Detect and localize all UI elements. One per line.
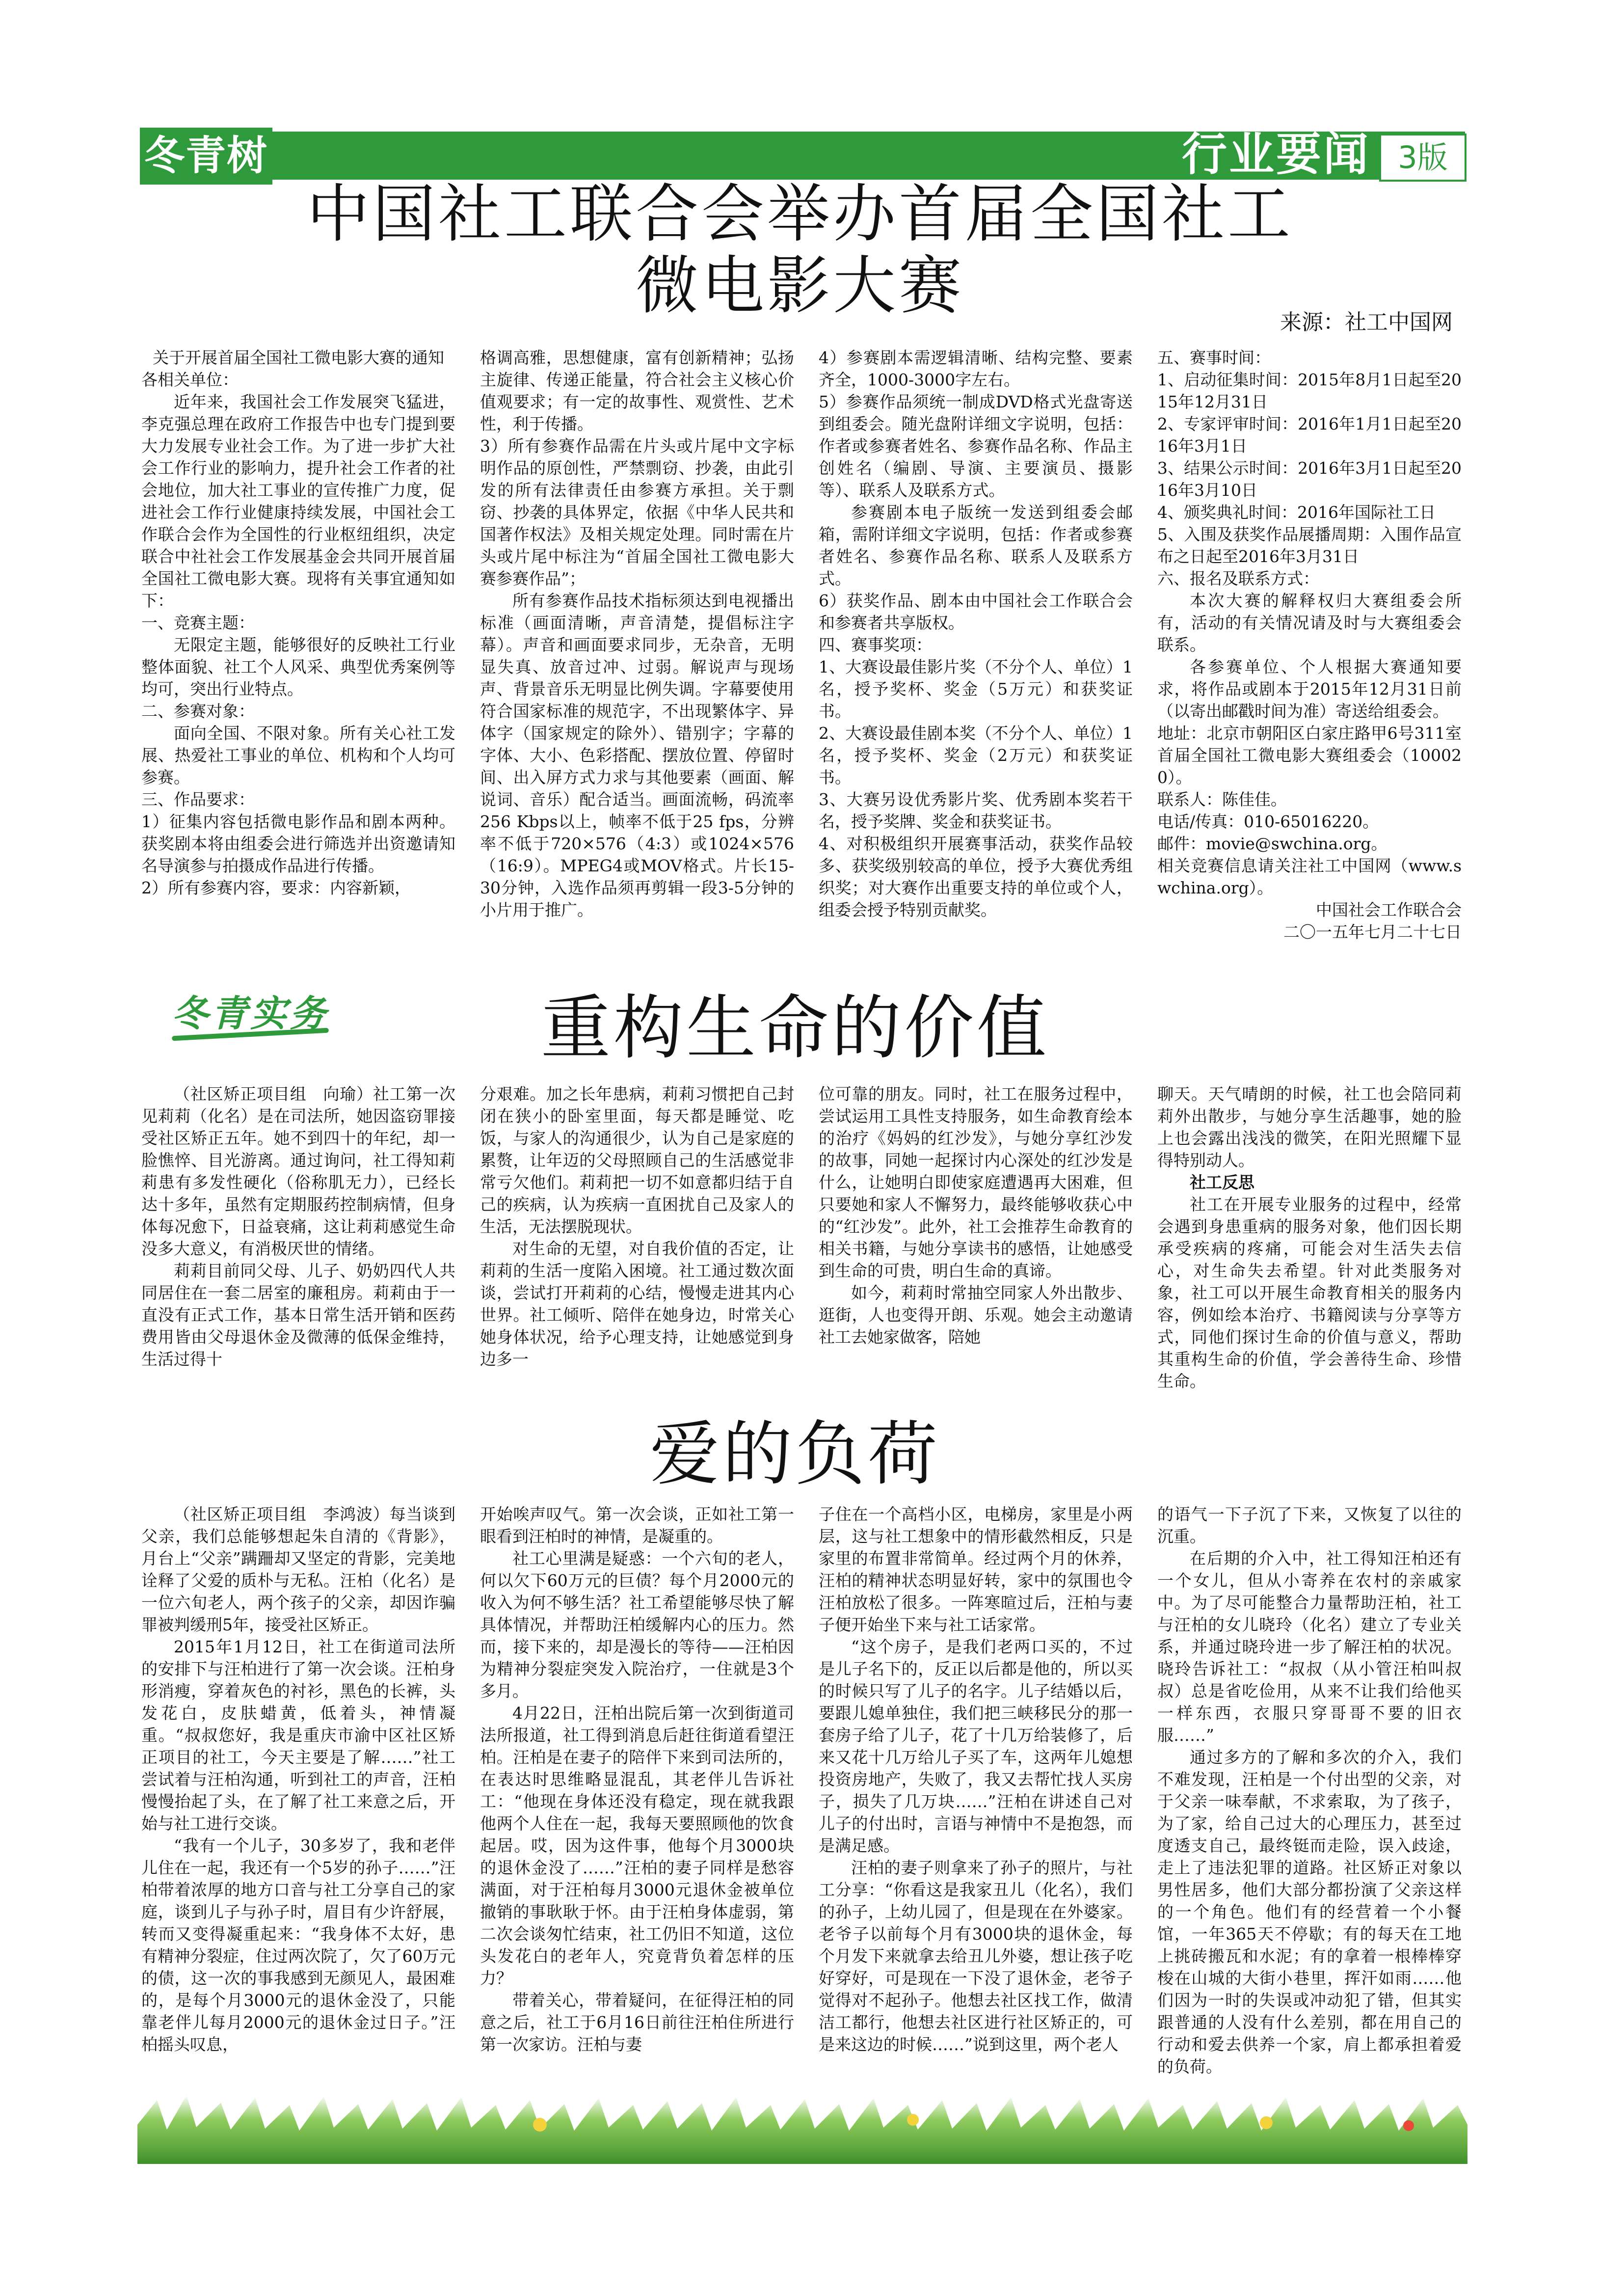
paragraph: 汪柏的妻子则拿来了孙子的照片，与社工分享：“你看这是我家丑儿（化名），我们的孙子，上幼儿园了，但是现在在外婆家。老爷子以前每个月有3000块的退休金，每个月发下来就拿去给丑儿外婆，想让孩子吃好穿好，可是现在一下没了退休金，老爷子觉得对不起孙子。他想去社区找工作，做清洁工都行，他想去社区进行社区矫正的，可是来这边的时候……”说到这里，两个老人 xyxy=(819,1858,1133,2054)
paragraph: 开始唉声叹气。第一次会谈，正如社工第一眼看到汪柏时的神情，是凝重的。 xyxy=(480,1505,794,1546)
paragraph: 带着关心，带着疑问，在征得汪柏的同意之后，社工于6月16日前往汪柏住所进行第一次家访。汪柏与妻 xyxy=(480,1991,794,2054)
paragraph: 4、对积极组织开展赛事活动，获奖作品较多、获奖级别较高的单位，授予大赛优秀组织奖；对大赛作出重要支持的单位或个人，组委会授予特别贡献奖。 xyxy=(819,834,1133,919)
paragraph: 4月22日，汪柏出院后第一次到街道司法所报道，社工得到消息后赶往街道看望汪柏。汪柏是在妻子的陪伴下来到司法所的，在表达时思维略显混乱，其老伴儿告诉社工：“他现在身体还没有稳定，现在就我跟他两个人住在一起，我每天要照顾他的饮食起居。哎，因为这件事，他每个月3000块的退休金没了……”汪柏的妻子同样是愁容满面，对于汪柏每月3000元退休金被单位撤销的事耿耿于怀。由于汪柏身体虚弱，第二次会谈匆忙结束，社工仍旧不知道，这位头发花白的老年人，究竟背负着怎样的压力？ xyxy=(480,1703,794,1988)
article2-column-1 xyxy=(141,1083,455,1370)
article1-title-line2: 微电影大赛 xyxy=(635,249,964,323)
paragraph: 3）所有参赛作品需在片头或片尾中文字标明作品的原创性，严禁剽窃、抄袭，由此引发的所有法律责任由参赛方承担。关于剽窃、抄袭的具体界定，依据《中华人民共和国著作权法》及相关规定处理。同时需在片头或片尾中标注为“首届全国社工微电影大赛参赛作品”； xyxy=(480,436,794,588)
paragraph: 各参赛单位、个人根据大赛通知要求，将作品或剧本于2015年12月31日前（以寄出邮戳时间为准）寄送给组委会。 xyxy=(1157,657,1462,721)
section-heading: 三、作品要求： xyxy=(141,790,255,809)
article3-column-2 xyxy=(480,1503,794,2055)
paragraph: 6）获奖作品、剧本由中国社会工作联合会和参赛者共享版权。 xyxy=(819,591,1133,632)
paragraph: 对生命的无望，对自我价值的否定，让莉莉的生活一度陷入困境。社工通过数次面谈，尝试打开莉莉的心结，慢慢走进其内心世界。社工倾听、陪伴在她身边，时常关心她身体状况，给予心理支持，让她感觉到身边多一 xyxy=(480,1239,794,1369)
notice-title: 关于开展首届全国社工微电影大赛的通知 xyxy=(153,348,444,367)
paragraph: 所有参赛作品技术指标须达到电视播出标准（画面清晰，声音清楚，提倡标注字幕）。声音和画面要求同步，无杂音，无明显失真、放音过冲、过弱。解说声与现场声、背景音乐无明显比例失调。字幕要使用符合国家标准的规范字，不出现繁体字、异体字（国家规定的除外）、错别字；字幕的字体、大小、色彩搭配、摆放位置、停留时间、出入屏方式力求与其他要素（画面、解说词、音乐）配合适当。画面流畅，码流率256 Kbps以上，帧率不低于25 fps，分辨率不低于720×576（4:3）或1024×576（16:9）。MPEG4或MOV格式。片长15-30分钟，入选作品须再剪辑一段3-5分钟的小片用于推广。 xyxy=(480,591,794,919)
paragraph: 1、大赛设最佳影片奖（不分个人、单位）1名，授予奖杯、奖金（5万元）和获奖证书。 xyxy=(819,657,1133,721)
paragraph: 莉莉目前同父母、儿子、奶奶四代人共同居住在一套二居室的廉租房。莉莉由于一直没有正式工作，基本日常生活开销和医药费用皆由父母退休金及微薄的低保金维持，生活过得十 xyxy=(141,1261,455,1369)
signature-org: 中国社会工作联合会 xyxy=(1316,900,1462,919)
paragraph: 聊天。天气晴朗的时候，社工也会陪同莉莉外出散步，与她分享生活趣事，她的脸上也会露出浅浅的微笑，在阳光照耀下显得特别动人。 xyxy=(1157,1084,1462,1170)
paragraph: 位可靠的朋友。同时，社工在服务过程中，尝试运用工具性支持服务，如生命教育绘本的治疗《妈妈的红沙发》，与她分享红沙发的故事，同她一起探讨内心深处的红沙发是什么，让她明白即使家庭遭遇再大困难，但只要她和家人不懈努力，最终能够收获心中的“红沙发”。此外，社工会推荐生命教育的相关书籍，与她分享读书的感悟，让她感受到生命的可贵，明白生命的真谛。 xyxy=(819,1084,1133,1280)
paragraph: 2、大赛设最佳剧本奖（不分个人、单位）1名，授予奖杯、奖金（2万元）和获奖证书。 xyxy=(819,724,1133,787)
newspaper-logo: 冬青树 xyxy=(140,128,272,185)
paragraph: 面向全国、不限对象。所有关心社工发展、热爱社工事业的单位、机构和个人均可参赛。 xyxy=(141,724,455,787)
article3-column-3 xyxy=(819,1503,1133,2055)
article1-column-1 xyxy=(141,347,455,899)
article1-title-line1: 中国社工联合会举办首届全国社工 xyxy=(306,178,1293,251)
paragraph: 子住在一个高档小区，电梯房，家里是小两层，这与社工想象中的情形截然相反，只是家里的布置非常简单。经过两个月的休养，汪柏的精神状态明显好转，家中的氛围也令汪柏放松了很多。一阵寒暄过后，汪柏与妻子便开始坐下来与社工话家常。 xyxy=(819,1505,1133,1634)
article2-title: 重构生命的价值 xyxy=(541,988,1049,1069)
paragraph: 2）所有参赛内容，要求：内容新颖， xyxy=(141,878,411,897)
paragraph: 在后期的介入中，社工得知汪柏还有一个女儿，但从小寄养在农村的亲戚家中。为了尽可能整合力量帮助汪柏，社工与汪柏的女儿晓玲（化名）建立了专业关系，并通过晓玲进一步了解汪柏的状况。晓玲告诉社工：“叔叔（从小管汪柏叫叔叔）总是省吃俭用，从来不让我们给他买一样东西，衣服只穿哥哥不要的旧衣服……” xyxy=(1157,1549,1462,1745)
section-heading: 一、竞赛主题： xyxy=(141,613,255,632)
article3-title: 爱的负荷 xyxy=(650,1414,940,1495)
article2-column-2 xyxy=(480,1083,794,1370)
column-logo-text: 冬青实务 xyxy=(172,993,329,1035)
article3-column-1 xyxy=(141,1503,455,2055)
paragraph: 通过多方的了解和多次的介入，我们不难发现，汪柏是一个付出型的父亲，对于父亲一味奉献，不求索取，为了孩子，为了家，给自己过大的心理压力，甚至过度透支自己，最终铤而走险，误入歧途，走上了违法犯罪的道路。社区矫正对象以男性居多，他们大部分都扮演了父亲这样的一个角色。他们有的经营着一个小餐馆，一年365天不停歇；有的每天在工地上挑砖搬瓦和水泥；有的拿着一根棒棒穿梭在山城的大街小巷里，挥汗如雨……他们因为一时的失误或冲动犯了错，但其实跟普通的人没有什么差别，都在用自己的行动和爱去供养一个家，肩上都承担着爱的负荷。 xyxy=(1157,1748,1462,2076)
paragraph: 近年来，我国社会工作发展突飞猛进，李克强总理在政府工作报告中也专门提到要大力发展专业社会工作。为了进一步扩大社会工作行业的影响力，提升社会工作者的社会地位，加大社工事业的宣传推广力度，促进社会工作行业健康持续发展，中国社会工作联合会作为全国性的行业枢纽组织，决定联合中社社会工作发展基金会共同开展首届全国社工微电影大赛。现将有关事宜通知如下： xyxy=(141,392,455,610)
paragraph: “这个房子，是我们老两口买的，不过是儿子名下的，反正以后都是他的，所以买的时候只写了儿子的名字。儿子结婚以后，要跟儿媳单独住，我们把三峡移民分的那一套房子给了儿子，花了十几万给装修了，后来又花十几万给儿子买了车，这两年儿媳想投资房地产，失败了，我又去帮忙找人买房子，损失了几万块……”汪柏在讲述自己对儿子的付出时，言语与神情中不是抱怨，而是满足感。 xyxy=(819,1637,1133,1855)
paragraph: （社区矫正项目组 李鸿波）每当谈到父亲，我们总能够想起朱自清的《背影》，月台上“父亲”蹒跚却又坚定的背影，完美地诠释了父爱的质朴与无私。汪柏（化名）是一位六旬老人，两个孩子的父亲，却因诈骗罪被判缓刑5年，接受社区矫正。 xyxy=(141,1505,455,1634)
phone-fax: 电话/传真：010-65016220。 xyxy=(1157,812,1379,831)
paragraph: 2015年1月12日，社工在街道司法所的安排下与汪柏进行了第一次会谈。汪柏身形消瘦，穿着灰色的衬衫，黑色的长裤，头发花白，皮肤蜡黄，低着头，神情凝重。“叔叔您好，我是重庆市渝中区社区矫正项目的社工，今天主要是了解……”社工尝试着与汪柏沟通，听到社工的声音，汪柏慢慢抬起了头，在了解了社工来意之后，开始与社工进行交谈。 xyxy=(141,1637,455,1833)
section-heading: 五、赛事时间： xyxy=(1157,348,1271,367)
paragraph: 5、入围及获奖作品展播周期：入围作品宣布之日起至2016年3月31日 xyxy=(1157,525,1462,566)
article1-source: 来源：社工中国网 xyxy=(1280,310,1453,335)
paragraph: （社区矫正项目组 向瑜）社工第一次见莉莉（化名）是在司法所，她因盗窃罪接受社区矫正五年。她不到四十的年纪，却一脸憔悴、目光游离。通过询问，社工得知莉莉患有多发性硬化（俗称肌无力），已经长达十多年，虽然有定期服药控制病情，但身体每况愈下，日益衰痛，这让莉莉感觉生命没多大意义，有消极厌世的情绪。 xyxy=(141,1084,455,1258)
paragraph: 1）征集内容包括微电影作品和剧本两种。获奖剧本将由组委会进行筛选并出资邀请知名导演参与拍摄成作品进行传播。 xyxy=(141,812,455,875)
article2-column-3 xyxy=(819,1083,1133,1348)
paragraph: 如今，莉莉时常抽空同家人外出散步、逛街，人也变得开朗、乐观。她会主动邀请社工去她家做客，陪她 xyxy=(819,1283,1133,1347)
column-logo-practice xyxy=(157,987,344,1041)
email: 邮件：movie@swchina.org。 xyxy=(1157,834,1387,853)
section-name: 行业要闻 xyxy=(1181,128,1370,181)
article2-column-4 xyxy=(1157,1083,1462,1392)
paragraph: 社工心里满是疑惑：一个六旬的老人，何以欠下60万元的巨债？每个月2000元的收入为何不够生活？社工希望能够尽快了解具体情况，并帮助汪柏缓解内心的压力。然而，接下来的，却是漫长的等待——汪柏因为精神分裂症突发入院治疗，一住就是3个多月。 xyxy=(480,1549,794,1701)
signature-date: 二〇一五年七月二十七日 xyxy=(1283,922,1462,942)
paragraph: 4、颁奖典礼时间：2016年国际社工日 xyxy=(1157,503,1436,522)
paragraph: 1、启动征集时间：2015年8月1日起至2015年12月31日 xyxy=(1157,370,1462,411)
address: 地址：北京市朝阳区白家庄路甲6号311室首届全国社工微电影大赛组委会（100020）。 xyxy=(1157,724,1462,787)
subheading-reflection: 社工反思 xyxy=(1190,1173,1254,1192)
paragraph: 3、结果公示时间：2016年3月1日起至2016年3月10日 xyxy=(1157,459,1462,500)
salutation: 各相关单位： xyxy=(141,370,239,389)
website-note: 相关竞赛信息请关注社工中国网（www.swchina.org）。 xyxy=(1157,856,1462,897)
paragraph: 格调高雅，思想健康，富有创新精神；弘扬主旋律、传递正能量，符合社会主义核心价值观要求；有一定的故事性、观赏性、艺术性，利于传播。 xyxy=(480,348,794,433)
paragraph: 社工在开展专业服务的过程中，经常会遇到身患重病的服务对象，他们因长期承受疾病的疼痛，可能会对生活失去信心，对生命失去希望。针对此类服务对象，社工可以开展生命教育相关的服务内容，例如绘本治疗、书籍阅读与分享等方式，同他们探讨生命的价值与意义，帮助其重构生命的价值，学会善待生命、珍惜生命。 xyxy=(1157,1195,1462,1391)
contact-person: 联系人：陈佳佳。 xyxy=(1157,790,1287,809)
paragraph: 5）参赛作品须统一制成DVD格式光盘寄送到组委会。随光盘附详细文字说明，包括：作者或参赛者姓名、参赛作品名称、作品主创姓名（编剧、导演、主要演员、摄影等）、联系人及联系方式。 xyxy=(819,392,1133,500)
paragraph: 分艰难。加之长年患病，莉莉习惯把自己封闭在狭小的卧室里面，每天都是睡觉、吃饭，与家人的沟通很少，认为自己是家庭的累赘，让年迈的父母照顾自己的生活感觉非常亏欠他们。莉莉把一切不如意都归结于自己的疾病，认为疾病一直困扰自己及家人的生活，无法摆脱现状。 xyxy=(480,1084,794,1236)
article1-column-3 xyxy=(819,347,1133,921)
article1-column-4 xyxy=(1157,347,1462,943)
paragraph: 3、大赛另设优秀影片奖、优秀剧本奖若干名，授予奖牌、奖金和获奖证书。 xyxy=(819,790,1133,831)
paragraph: 无限定主题，能够很好的反映社工行业整体面貌、社工个人风采、典型优秀案例等均可，突出行业特点。 xyxy=(141,635,455,699)
article3-column-4 xyxy=(1157,1503,1462,2078)
paragraph: 本次大赛的解释权归大赛组委会所有，活动的有关情况请及时与大赛组委会联系。 xyxy=(1157,591,1462,654)
section-heading: 二、参赛对象： xyxy=(141,702,255,721)
paragraph: “我有一个儿子，30多岁了，我和老伴儿住在一起，我还有一个5岁的孙子……”汪柏带着浓厚的地方口音与社工分享自己的家庭，谈到儿子与孙子时，眉目有少许舒展，转而又变得凝重起来：“我身体不太好，患有精神分裂症，住过两次院了，欠了60万元的债，这一次的事我感到无颜见人，最困难的，是每个月3000元的退休金没了，只能靠老伴儿每月2000元的退休金过日子。”汪柏摇头叹息， xyxy=(141,1836,455,2054)
paragraph: 的语气一下子沉了下来，又恢复了以往的沉重。 xyxy=(1157,1505,1462,1546)
article1-column-2 xyxy=(480,347,794,921)
page-number: 3版 xyxy=(1379,134,1467,182)
paragraph: 2、专家评审时间：2016年1月1日起至2016年3月1日 xyxy=(1157,414,1462,456)
section-heading: 六、报名及联系方式： xyxy=(1157,569,1319,588)
section-heading: 四、赛事奖项： xyxy=(819,635,932,654)
paragraph: 参赛剧本电子版统一发送到组委会邮箱，需附详细文字说明，包括：作者或参赛者姓名、参赛作品名称、联系人及联系方式。 xyxy=(819,503,1133,588)
grass-border-decoration xyxy=(137,2090,1467,2164)
paragraph: 4）参赛剧本需逻辑清晰、结构完整、要素齐全，1000-3000字左右。 xyxy=(819,348,1133,389)
